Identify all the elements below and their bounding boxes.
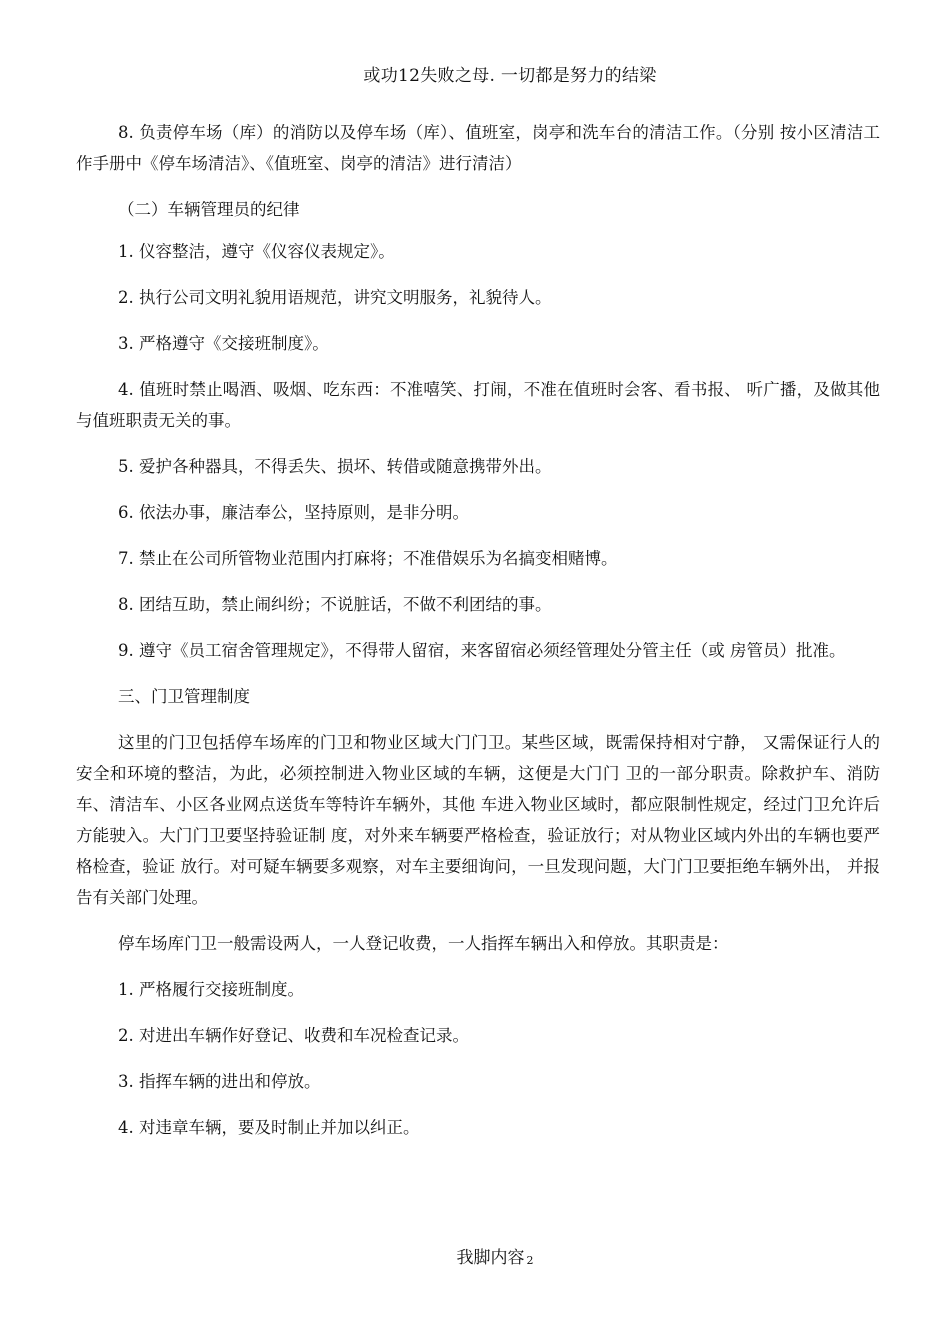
list-item: 8. 团结互助，禁止闹纠纷；不说脏话，不做不利团结的事。	[118, 595, 552, 614]
page-number: 2	[526, 1254, 534, 1267]
paragraph-gate-staffing: 停车场库门卫一般需设两人，一人登记收费，一人指挥车辆出入和停放。其职责是：	[118, 934, 729, 953]
section-heading-gate: 三、门卫管理制度	[118, 687, 250, 706]
list-item: 5. 爱护各种器具，不得丢失、损坏、转借或随意携带外出。	[118, 457, 552, 476]
list-item: 2. 对进出车辆作好登记、收费和车况检查记录。	[118, 1026, 469, 1045]
list-item: 1. 严格履行交接班制度。	[118, 980, 304, 999]
list-item: 3. 严格遵守《交接班制度》。	[118, 334, 329, 353]
list-item: 3. 指挥车辆的进出和停放。	[118, 1072, 321, 1091]
list-item: 1. 仪容整洁，遵守《仪容仪表规定》。	[118, 242, 395, 261]
paragraph-duty-8: 8. 负责停车场（库）的消防以及停车场（库）、值班室，岗亭和洗车台的清洁工作。（分别 按小区清洁工作手册中《停车场清洁》、《值班室、岗亭的清洁》进行清洁）	[76, 123, 880, 173]
list-item: 6. 依法办事，廉洁奉公，坚持原则，是非分明。	[118, 503, 469, 522]
paragraph-gate-description: 这里的门卫包括停车场库的门卫和物业区域大门门卫。某些区域，既需保持相对宁静， 又需保证行人的安全和环境的整洁，为此，必须控制进入物业区域的车辆，这便是大门门 卫的一部分职责。除救护车、消防车、清洁车、小区各业网点送货车等特许车辆外，其他 车进入物业区域时，都应限制性规定，经过门卫允许后方能驶入。大门门卫要坚持验证制 度，对外来车辆要严格检查，验证放行；对从物业区域内外出的车辆也要严格检查，验证 放行。对可疑车辆要多观察，对车主要细询问，一旦发现问题，大门门卫要拒绝车辆外出， 并报告有关部门处理。	[76, 733, 880, 907]
page-header: 或功12失败之母. 一切都是努力的结梁	[363, 66, 657, 86]
list-item: 9. 遵守《员工宿舍管理规定》，不得带人留宿，来客留宿必须经管理处分管主任（或 房管员）批准。	[118, 641, 846, 660]
list-item: 2. 执行公司文明礼貌用语规范，讲究文明服务，礼貌待人。	[118, 288, 552, 307]
footer-text: 我脚内容	[456, 1248, 525, 1268]
list-item: 4. 值班时禁止喝酒、吸烟、吃东西：不准嘻笑、打闹，不准在值班时会客、看书报、 听广播，及做其他与值班职责无关的事。	[76, 380, 880, 430]
section-heading-discipline: （二）车辆管理员的纪律	[118, 200, 300, 219]
page-footer	[0, 1243, 950, 1268]
list-item: 4. 对违章车辆，要及时制止并加以纠正。	[118, 1118, 420, 1137]
list-item: 7. 禁止在公司所管物业范围内打麻将；不准借娱乐为名搞变相赌博。	[118, 549, 618, 568]
document-body	[76, 117, 880, 1158]
